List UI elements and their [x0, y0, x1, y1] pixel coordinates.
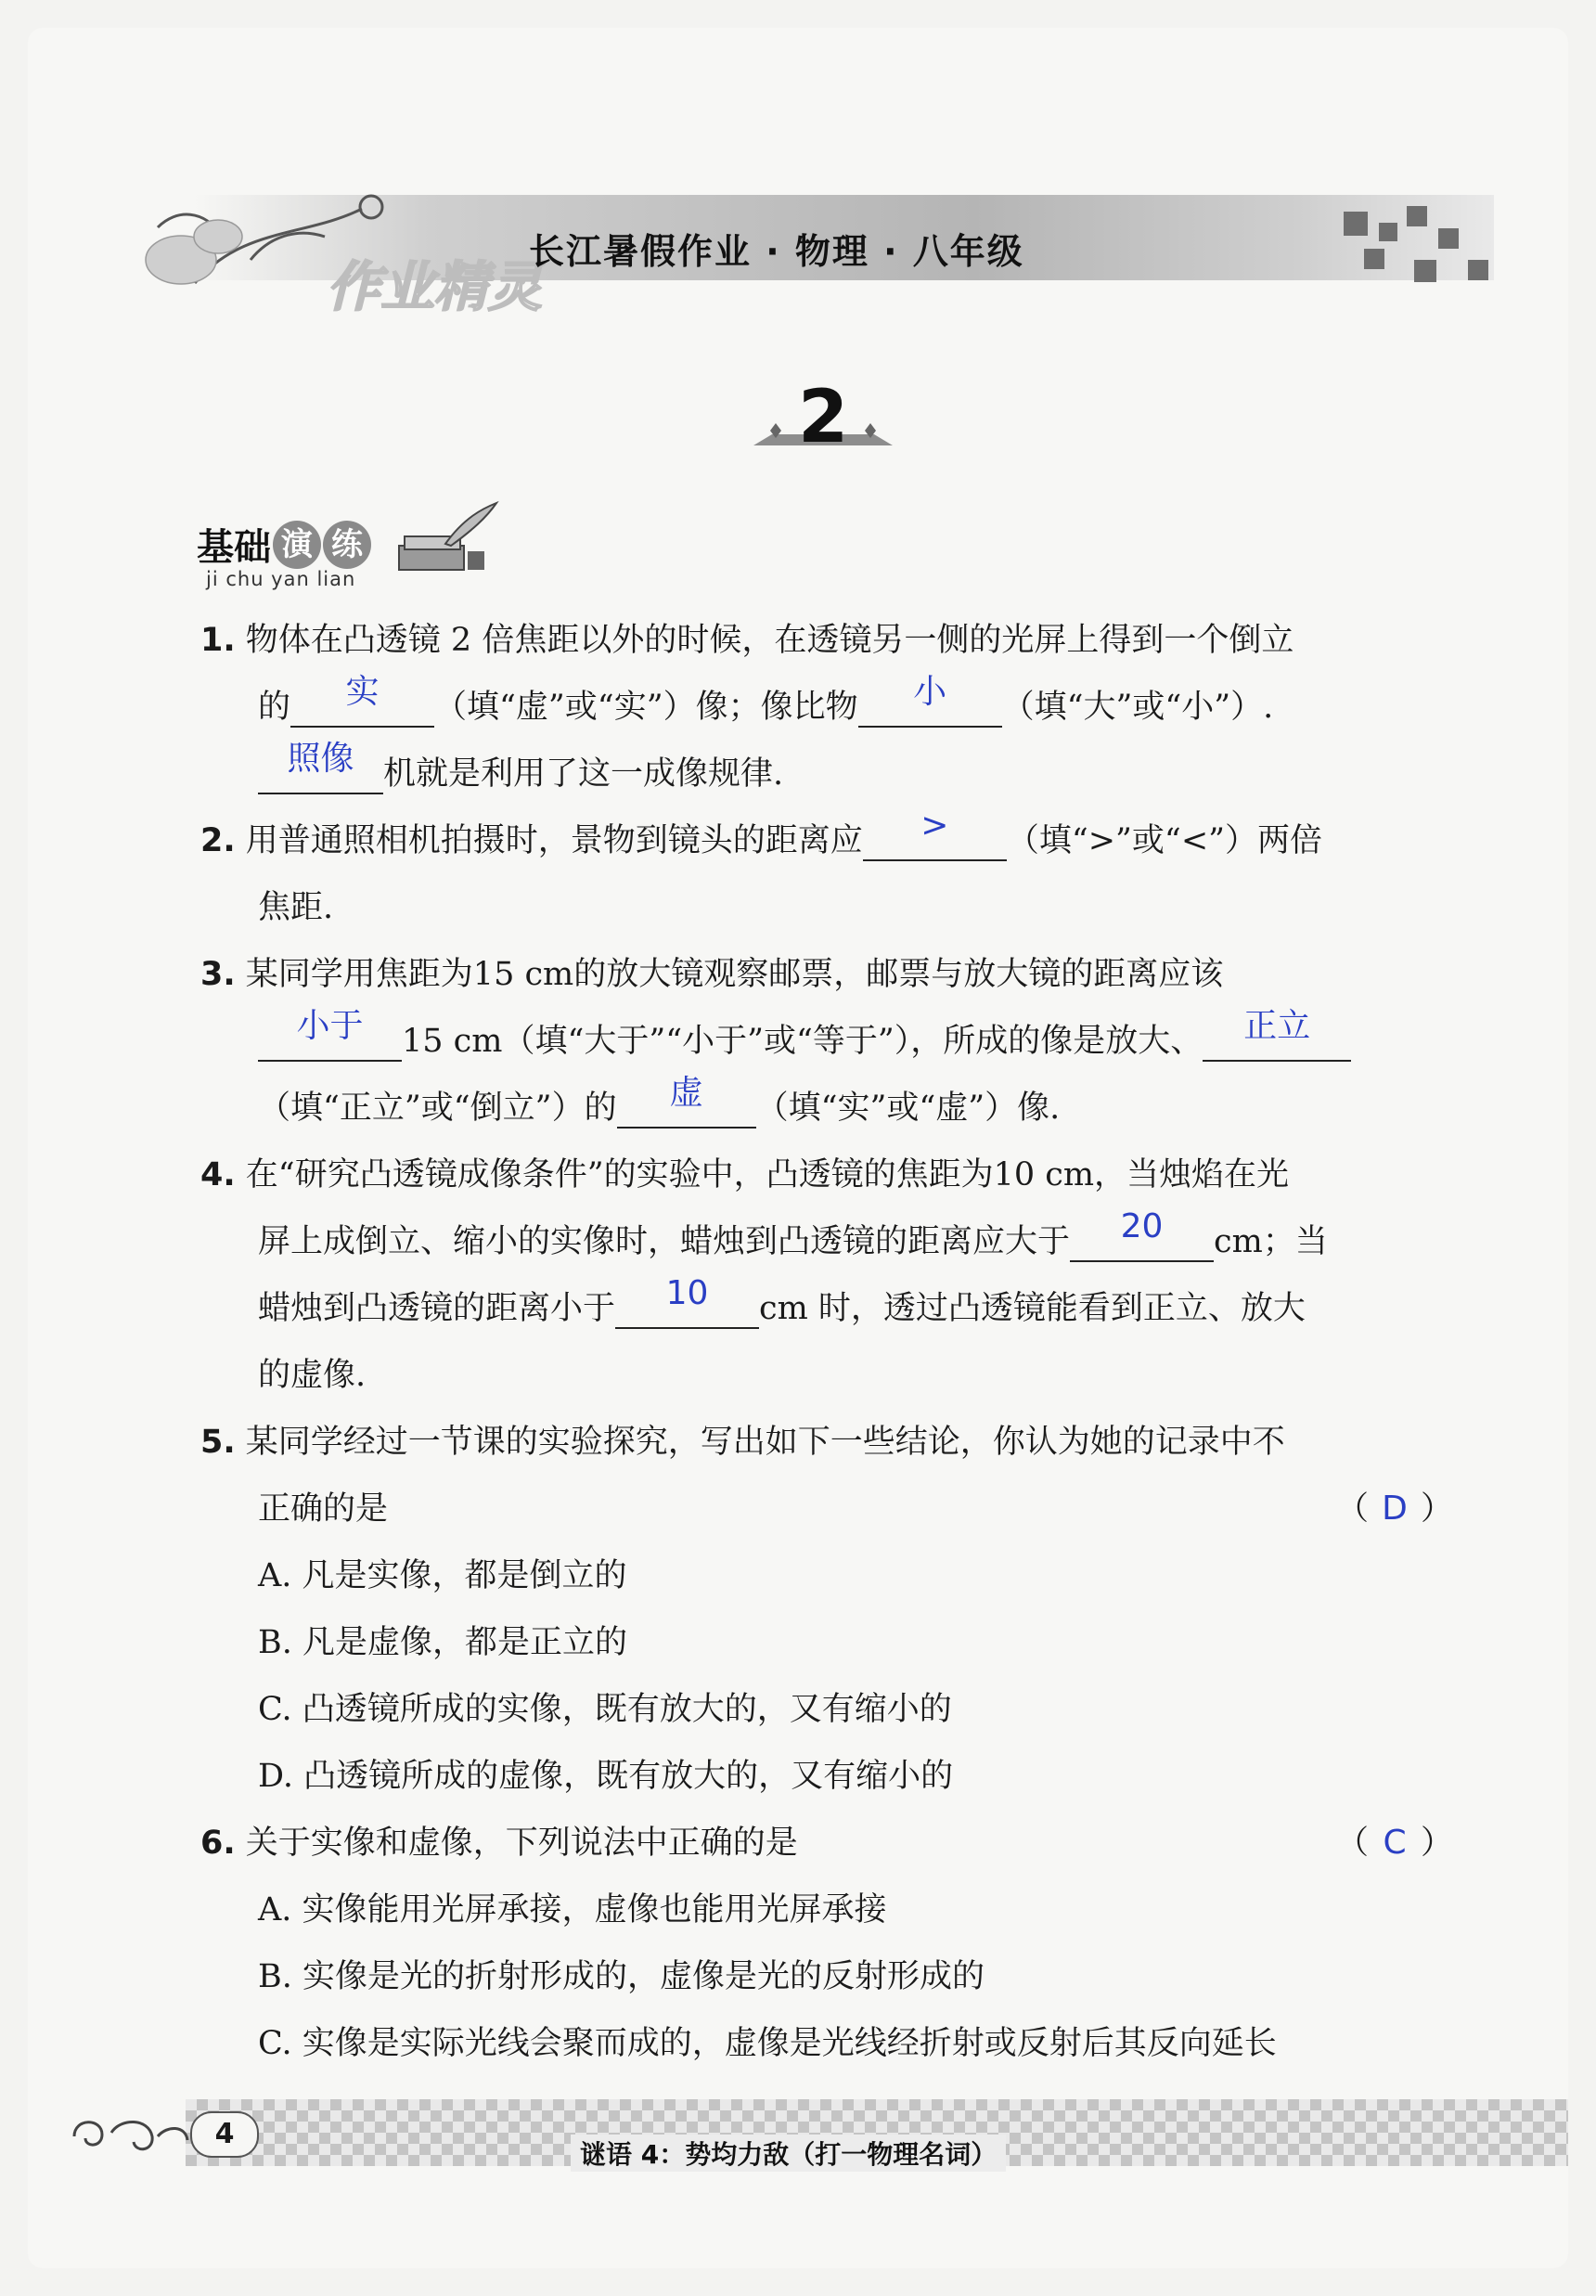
q3-number: 3.	[200, 956, 236, 993]
q4-number: 4.	[200, 1156, 236, 1193]
q3-line-2	[258, 1007, 1351, 1062]
q5-line-2: 正确的是	[258, 1490, 389, 1528]
q5-option-d: D. 凸透镜所成的虚像，既有放大的，又有缩小的	[258, 1758, 954, 1795]
q1-blank-1[interactable]	[290, 673, 434, 728]
q2-answer-1: >	[920, 806, 949, 845]
q4-line-3	[258, 1274, 1306, 1329]
q5-answer: D	[1382, 1490, 1408, 1528]
q6-option-a: A. 实像能用光屏承接，虚像也能用光屏承接	[258, 1891, 887, 1928]
q3-blank-3[interactable]	[617, 1074, 756, 1129]
section-title-circle-2: 练	[323, 521, 371, 569]
q1-blank-3[interactable]	[258, 740, 383, 794]
q2-text-1a: 用普通照相机拍摄时，景物到镜头的距离应	[245, 822, 863, 859]
q3-text-3a: （填“正立”或“倒立”）的	[258, 1090, 617, 1127]
q6-option-c: C. 实像是实际光线会聚而成的，虚像是光线经折射或反射后其反向延长	[258, 2025, 1277, 2062]
q6-answer-paren[interactable]: （ C ）	[1336, 1824, 1454, 1862]
q6-option-b: B. 实像是光的折射形成的，虚像是光的反射形成的	[258, 1958, 985, 1995]
q2-line-1	[200, 806, 1323, 861]
q4-blank-2[interactable]	[615, 1274, 759, 1329]
q4-text-2a: 屏上成倒立、缩小的实像时，蜡烛到凸透镜的距离应大于	[258, 1223, 1071, 1260]
q3-text-2a: 15 cm（填“大于”“小于”或“等于”），所成的像是放大、	[402, 1023, 1203, 1060]
q3-answer-1: 小于	[296, 1007, 364, 1045]
q3-answer-2: 正立	[1243, 1007, 1311, 1045]
q4-line-1	[200, 1154, 1289, 1195]
q5-text-1: 某同学经过一节课的实验探究，写出如下一些结论，你认为她的记录中不	[245, 1424, 1285, 1461]
q2-text-1b: （填“>”或“<”）两倍	[1006, 822, 1323, 859]
q4-line-4: 的虚像.	[258, 1357, 367, 1394]
q1-answer-3: 照像	[287, 740, 354, 778]
q6-number: 6.	[200, 1825, 236, 1862]
q1-text-3: 机就是利用了这一成像规律.	[383, 755, 784, 793]
header-title: 长江暑假作业 · 物理 · 八年级	[529, 231, 1024, 272]
book-and-quill-icon	[390, 499, 501, 583]
section-title-circle-1: 演	[273, 521, 321, 569]
q5-line-1	[200, 1422, 1285, 1463]
q4-text-2b: cm；当	[1214, 1223, 1328, 1260]
q3-line-1	[200, 954, 1223, 995]
q3-blank-1[interactable]	[258, 1007, 402, 1062]
q1-answer-2: 小	[913, 673, 947, 711]
q4-text-1: 在“研究凸透镜成像条件”的实验中，凸透镜的焦距为10 cm，当烛焰在光	[245, 1156, 1290, 1193]
q5-option-a: A. 凡是实像，都是倒立的	[258, 1557, 627, 1594]
q5-answer-paren[interactable]: （ D ）	[1336, 1490, 1454, 1528]
lesson-number: 2	[798, 376, 849, 459]
q6-answer: C	[1383, 1824, 1407, 1862]
q4-text-3a: 蜡烛到凸透镜的距离小于	[258, 1290, 616, 1327]
q5-number: 5.	[200, 1424, 236, 1461]
section-title-plain: 基础	[197, 526, 271, 569]
q1-answer-1: 实	[345, 673, 380, 711]
q4-text-3b: cm 时，透过凸透镜能看到正立、放大	[759, 1290, 1306, 1327]
q1-line-2	[258, 673, 1274, 728]
q3-answer-3: 虚	[669, 1074, 703, 1112]
q4-blank-1[interactable]	[1070, 1207, 1214, 1262]
page-sheet	[28, 28, 1568, 2268]
q1-line-3	[258, 740, 784, 794]
q3-blank-2[interactable]	[1203, 1007, 1351, 1062]
q3-line-3	[258, 1074, 1061, 1129]
q1-line-1	[200, 620, 1294, 661]
q5-option-b: B. 凡是虚像，都是正立的	[258, 1624, 627, 1661]
q4-answer-2: 10	[665, 1274, 709, 1312]
q1-number: 1.	[200, 622, 236, 659]
q2-blank-1[interactable]	[863, 806, 1007, 861]
q1-text-2a: 的	[258, 689, 291, 726]
q5-option-c: C. 凸透镜所成的实像，既有放大的，又有缩小的	[258, 1691, 952, 1728]
q4-line-2	[258, 1207, 1328, 1262]
section-pinyin: ji chu yan lian	[206, 568, 356, 590]
watermark: 作业精灵	[327, 255, 543, 318]
section-title	[197, 518, 371, 571]
q3-text-3b: （填“实”或“虚”）像.	[755, 1090, 1061, 1127]
q3-text-1: 某同学用焦距为15 cm的放大镜观察邮票，邮票与放大镜的距离应该	[245, 956, 1224, 993]
q2-line-2: 焦距.	[258, 889, 334, 926]
q2-number: 2.	[200, 822, 236, 859]
q6-text-1: 关于实像和虚像，下列说法中正确的是	[245, 1825, 798, 1862]
q1-text-2b: （填“虚”或“实”）像；像比物	[434, 689, 858, 726]
q1-text-1: 物体在凸透镜 2 倍焦距以外的时候，在透镜另一侧的光屏上得到一个倒立	[245, 622, 1294, 659]
q1-text-2c: （填“大”或“小”）.	[1001, 689, 1274, 726]
q6-line-1	[200, 1823, 798, 1864]
page-number: 4	[190, 2111, 259, 2158]
footer-riddle: 谜语 4：势均力敌（打一物理名词）	[571, 2135, 1006, 2172]
q1-blank-2[interactable]	[858, 673, 1002, 728]
q4-answer-1: 20	[1120, 1207, 1164, 1245]
